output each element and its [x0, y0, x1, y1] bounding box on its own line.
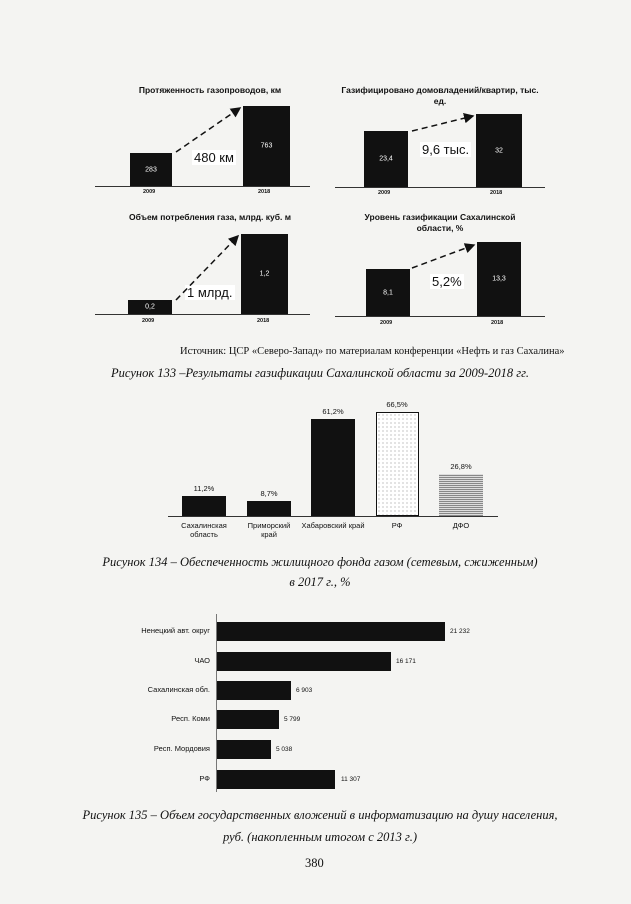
panel1-year-2009: 2009 [143, 189, 156, 195]
panel2-annotation: 9,6 тыс. [422, 142, 470, 157]
panel4-annotation: 5,2% [432, 274, 462, 289]
fig134-bar-sakhalin [182, 496, 226, 516]
panel2-year-2018: 2018 [490, 190, 503, 196]
fig135-cat-5: РФ [199, 774, 210, 783]
fig134-cat-dfo: ДФО [452, 521, 470, 530]
panel4-year-2018: 2018 [491, 320, 504, 326]
caption-134-line1: Рисунок 134 – Обеспеченность жилищного фонда газом (сетевым, сжиженным) [102, 555, 538, 569]
fig135-value-4: 5 038 [276, 746, 293, 753]
panel4-title: Уровень газификации Сахалинской области, % [364, 212, 516, 233]
panel3-year-2009: 2009 [142, 318, 155, 324]
panel3-title: Объем потребления газа, млрд. куб. м [129, 212, 291, 222]
fig134-value-dfo: 26,8% [450, 462, 472, 471]
arrow-2 [412, 116, 473, 131]
panel2-title: Газифицировано домовладений/квартир, тыс. ед. [341, 85, 539, 106]
panel2-bar-2009: 23,4 [364, 131, 408, 187]
fig135-cat-0: Ненецкий авт. округ [141, 626, 210, 635]
fig134-cat-primorsky: Приморский край [247, 521, 291, 539]
caption-135-line2: руб. (накопленным итогом с 2013 г.) [222, 830, 417, 844]
arrow-3 [176, 236, 238, 300]
fig134-cat-rf: РФ [391, 521, 403, 530]
source-note: Источник: ЦСР «Северо-Запад» по материалам конференции «Нефть и газ Сахалина» [180, 346, 565, 357]
panel3-bar-2018: 1,2 [241, 234, 288, 314]
panel4-year-2009: 2009 [380, 320, 393, 326]
fig134-bar-rf [376, 412, 419, 516]
fig135-bar-1 [217, 652, 391, 671]
fig134-bar-dfo [439, 474, 483, 516]
panel1-bar-2009: 283 [130, 153, 172, 186]
fig134-bar-primorsky [247, 501, 291, 516]
fig135-cat-2: Сахалинская обл. [147, 685, 210, 694]
fig134-cat-sakhalin: Сахалинская область [181, 521, 227, 539]
fig135-value-0: 21 232 [450, 628, 470, 635]
fig135-bar-3 [217, 710, 279, 729]
fig134-bar-khabarovsk [311, 419, 355, 516]
fig135-value-1: 16 171 [396, 658, 416, 665]
panel1-year-2018: 2018 [258, 189, 271, 195]
page-number: 380 [305, 856, 324, 870]
fig135-value-3: 5 799 [284, 716, 301, 723]
arrow-1 [176, 108, 240, 152]
panel3-year-2018: 2018 [257, 318, 270, 324]
fig135-cat-4: Респ. Мордовия [153, 744, 210, 753]
panel3-bar-2009: 0,2 [128, 300, 172, 314]
panel1-annotation: 480 км [194, 150, 234, 165]
caption-135-line1: Рисунок 135 – Объем государственных вложений в информатизацию на душу населения, [82, 808, 558, 822]
panel4-bar-2009: 8,1 [366, 269, 410, 316]
trend-arrows [0, 0, 631, 340]
panel2-bar-2018: 32 [476, 114, 522, 187]
fig134-value-khabarovsk: 61,2% [322, 407, 344, 416]
fig134-value-primorsky: 8,7% [260, 489, 278, 498]
fig135-cat-1: ЧАО [194, 656, 210, 665]
caption-133: Рисунок 133 –Результаты газификации Сахалинской области за 2009-2018 гг. [111, 366, 529, 380]
fig134-axis [168, 516, 498, 517]
fig135-value-5: 11 307 [341, 776, 361, 783]
panel3-annotation: 1 млрд. [187, 285, 233, 300]
arrow-4 [412, 245, 474, 268]
fig135-bar-4 [217, 740, 271, 759]
panel1-bar-2018: 763 [243, 106, 290, 186]
fig135-cat-3: Респ. Коми [171, 714, 210, 723]
fig135-bar-0 [217, 622, 445, 641]
panel4-bar-2018: 13,3 [477, 242, 521, 316]
panel1-title: Протяженность газопроводов, км [138, 85, 282, 95]
fig135-bar-5 [217, 770, 335, 789]
caption-134-line2: в 2017 г., % [289, 575, 351, 589]
fig134-value-sakhalin: 11,2% [193, 484, 215, 493]
fig134-cat-khabarovsk: Хабаровский край [301, 521, 365, 530]
fig135-bar-2 [217, 681, 291, 700]
panel2-year-2009: 2009 [378, 190, 391, 196]
fig135-value-2: 6 903 [296, 687, 313, 694]
fig134-value-rf: 66,5% [386, 400, 408, 409]
